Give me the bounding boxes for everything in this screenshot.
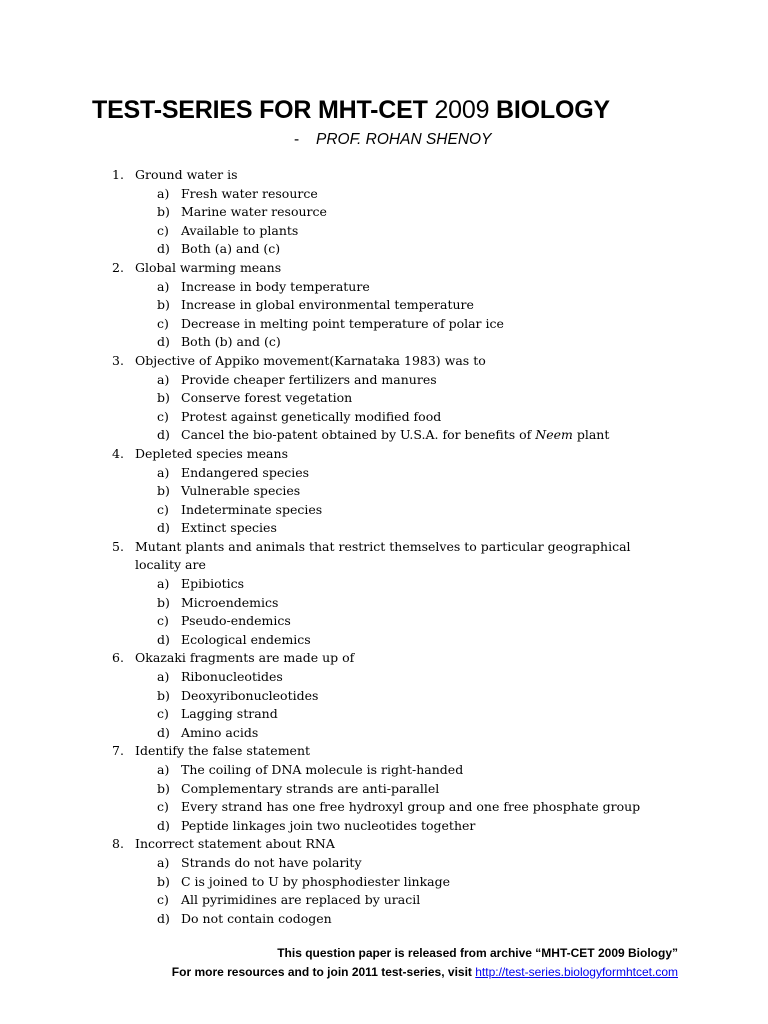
- option-letter: c): [157, 408, 169, 424]
- option-letter: c): [157, 892, 169, 908]
- title-prefix: TEST-SERIES FOR MHT-CET: [92, 96, 435, 124]
- answer-option: [0, 891, 678, 910]
- option-text: Both (a) and (c): [181, 241, 281, 257]
- option-letter: d): [157, 334, 170, 350]
- question-number: 4.: [112, 445, 124, 461]
- option-letter: c): [157, 613, 169, 629]
- option-letter: c): [157, 799, 169, 815]
- option-letter: d): [157, 631, 170, 647]
- option-letter: b): [157, 297, 170, 313]
- author-dash: -: [294, 131, 300, 148]
- answer-option: [0, 687, 678, 706]
- answer-option: [0, 371, 678, 390]
- question-number: 7.: [112, 743, 124, 759]
- question-list: [0, 166, 768, 928]
- option-text: Conserve forest vegetation: [181, 390, 353, 406]
- answer-option: [0, 408, 678, 427]
- answer-option: [0, 185, 678, 204]
- option-letter: b): [157, 873, 170, 889]
- question-item: [0, 445, 768, 538]
- option-text: Marine water resource: [181, 204, 327, 220]
- option-letter: b): [157, 780, 170, 796]
- option-text: Strands do not have polarity: [181, 854, 362, 870]
- option-letter: b): [157, 483, 170, 499]
- option-text: Increase in global environmental temperature: [181, 297, 474, 313]
- question-item: [0, 538, 768, 650]
- option-text: Endangered species: [181, 464, 310, 480]
- answer-option: [0, 668, 678, 687]
- option-text: Indeterminate species: [181, 501, 323, 517]
- option-text: Pseudo-endemics: [181, 613, 291, 629]
- question-number: 1.: [112, 167, 124, 182]
- footer-link[interactable]: http://test-series.biologyformhtcet.com: [475, 965, 678, 979]
- question-item: [0, 352, 768, 445]
- option-letter: b): [157, 687, 170, 703]
- question-number: 3.: [112, 352, 124, 368]
- option-letter: a): [157, 854, 170, 870]
- answer-option: [0, 389, 678, 408]
- option-letter: a): [157, 669, 170, 685]
- option-text: Deoxyribonucleotides: [181, 687, 319, 703]
- option-letter: a): [157, 278, 170, 294]
- option-text: Complementary strands are anti-parallel: [181, 780, 440, 796]
- option-letter: c): [157, 222, 169, 238]
- answer-option: [0, 464, 678, 483]
- option-letter: d): [157, 520, 170, 536]
- option-text: Provide cheaper fertilizers and manures: [181, 371, 437, 387]
- answer-option: [0, 222, 678, 241]
- option-italic-term: Neem: [535, 427, 573, 443]
- option-letter: a): [157, 464, 170, 480]
- option-letter: b): [157, 594, 170, 610]
- footer: [172, 944, 678, 982]
- question-item: [0, 835, 768, 928]
- answer-option: [0, 761, 678, 780]
- answer-option: [0, 203, 678, 222]
- option-text: Microendemics: [181, 594, 279, 610]
- question-text: Identify the false statement: [135, 743, 311, 759]
- option-text: Ecological endemics: [181, 631, 311, 647]
- question-text: Global warming means: [135, 259, 282, 275]
- option-text: Every strand has one free hydroxyl group and one free phosphate group: [181, 799, 641, 815]
- option-letter: d): [157, 241, 170, 257]
- question-item: [0, 259, 768, 352]
- option-letter: b): [157, 390, 170, 406]
- question-text: Okazaki fragments are made up of: [135, 650, 355, 666]
- option-letter: d): [157, 724, 170, 740]
- question-item: [0, 742, 768, 835]
- answer-option: [0, 296, 678, 315]
- answer-option: [0, 817, 678, 836]
- question-text: Mutant plants and animals that restrict themselves to particular geographical locality are: [135, 538, 631, 573]
- answer-option: [0, 724, 678, 743]
- option-text: Protest against genetically modified food: [181, 408, 442, 424]
- option-text: Cancel the bio-patent obtained by U.S.A. for benefits of: [181, 427, 536, 443]
- answer-option: [0, 315, 678, 334]
- option-letter: b): [157, 204, 170, 220]
- option-text: C is joined to U by phosphodiester linkage: [181, 873, 451, 889]
- answer-option: [0, 612, 678, 631]
- answer-option: [0, 575, 678, 594]
- option-letter: c): [157, 501, 169, 517]
- answer-option: [0, 426, 678, 445]
- question-text: Ground water is: [135, 167, 238, 182]
- option-text: All pyrimidines are replaced by uracil: [181, 892, 421, 908]
- answer-option: [0, 594, 678, 613]
- option-text: Fresh water resource: [181, 185, 318, 201]
- footer-archive-note: This question paper is released from archive “MHT-CET 2009 Biology”: [277, 946, 678, 960]
- option-text: Do not contain codogen: [181, 910, 332, 926]
- page-title: [92, 94, 610, 126]
- question-number: 2.: [112, 259, 124, 275]
- option-text: Ribonucleotides: [181, 669, 283, 685]
- option-letter: a): [157, 185, 170, 201]
- option-letter: a): [157, 762, 170, 777]
- answer-option: [0, 519, 678, 538]
- answer-option: [0, 780, 678, 799]
- option-text: Amino acids: [181, 724, 259, 740]
- answer-option: [0, 482, 678, 501]
- option-text: Lagging strand: [181, 706, 278, 722]
- footer-visit-line: [172, 963, 678, 982]
- option-letter: c): [157, 315, 169, 331]
- option-text-tail: plant: [572, 427, 610, 443]
- option-letter: d): [157, 910, 170, 926]
- option-text: Increase in body temperature: [181, 278, 370, 294]
- answer-option: [0, 333, 678, 352]
- question-number: 5.: [112, 538, 124, 554]
- option-text: The coiling of DNA molecule is right-handed: [181, 762, 464, 777]
- option-text: Epibiotics: [181, 576, 245, 592]
- author-name: PROF. ROHAN SHENOY: [316, 131, 492, 148]
- option-text: Both (b) and (c): [181, 334, 281, 350]
- footer-visit-text: For more resources and to join 2011 test-series, visit: [171, 965, 476, 979]
- answer-option: [0, 501, 678, 520]
- author-line: [294, 130, 491, 150]
- option-letter: c): [157, 706, 169, 722]
- question-number: 6.: [112, 650, 124, 666]
- answer-option: [0, 240, 678, 259]
- answer-option: [0, 798, 678, 817]
- answer-option: [0, 854, 678, 873]
- option-text: Vulnerable species: [181, 483, 301, 499]
- option-letter: d): [157, 817, 170, 833]
- answer-option: [0, 631, 678, 650]
- option-letter: a): [157, 371, 170, 387]
- question-item: [0, 166, 768, 259]
- question-text: Depleted species means: [135, 445, 288, 461]
- option-text: Peptide linkages join two nucleotides together: [181, 817, 476, 833]
- option-letter: a): [157, 576, 170, 592]
- title-year: 2009: [434, 96, 490, 124]
- question-item: [0, 649, 768, 742]
- option-text: Decrease in melting point temperature of polar ice: [181, 315, 504, 331]
- answer-option: [0, 705, 678, 724]
- question-text: Incorrect statement about RNA: [135, 836, 335, 852]
- question-number: 8.: [112, 836, 124, 852]
- option-text: Extinct species: [181, 520, 277, 536]
- answer-option: [0, 278, 678, 297]
- answer-option: [0, 873, 678, 892]
- question-text: Objective of Appiko movement(Karnataka 1983) was to: [135, 352, 486, 368]
- title-suffix: BIOLOGY: [489, 96, 610, 124]
- answer-option: [0, 910, 678, 929]
- option-letter: d): [157, 427, 170, 443]
- option-text: Available to plants: [181, 222, 299, 238]
